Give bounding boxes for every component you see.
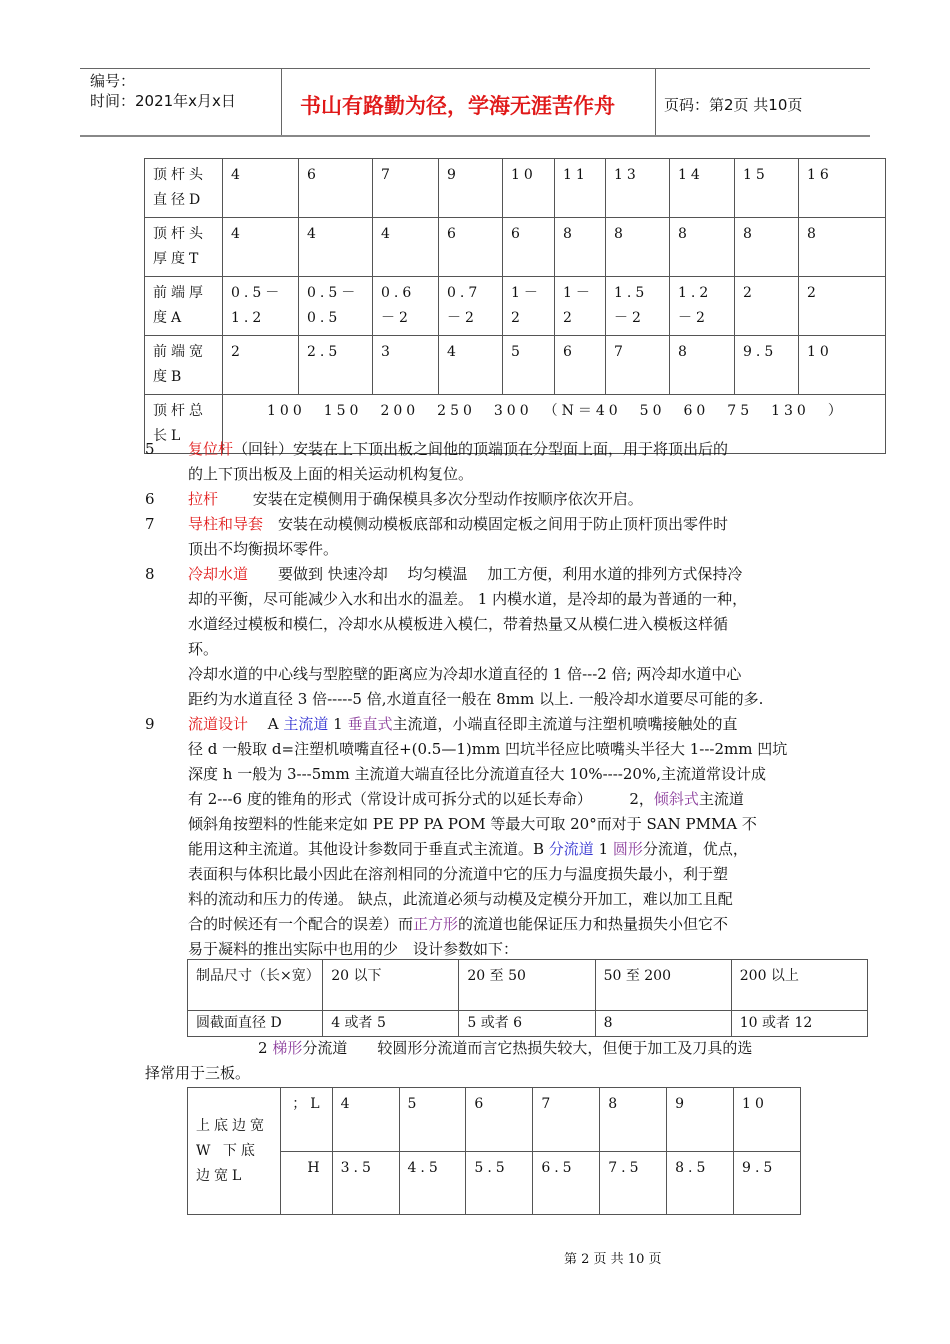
doc-time-label: 时间：2021年x月x日	[90, 92, 236, 110]
table-cell: 3	[373, 336, 439, 395]
table-cell: 2	[223, 336, 299, 395]
text-segment: 水道经过模板和模仁，冷却水从模板进入模仁，带着热量又从模仁进入模板这样循	[188, 615, 729, 633]
table-row	[145, 159, 886, 218]
table-cell: 8.5	[667, 1152, 734, 1215]
text-line	[258, 1036, 752, 1061]
row-label: 顶杆头直径D	[145, 159, 223, 218]
table-cell: 11	[555, 159, 606, 218]
table-cell: 15	[735, 159, 799, 218]
text-line	[188, 862, 728, 887]
term-highlight: 导柱和导套	[188, 515, 264, 533]
text-line	[188, 437, 728, 462]
table-cell: 6	[466, 1088, 533, 1152]
table-cell: 0.5－1.2	[223, 277, 299, 336]
text-line	[188, 787, 744, 812]
header-page-info: 页码：第2页 共10页	[664, 96, 803, 114]
table-row	[188, 1088, 801, 1152]
table-cell: 20 至 50	[459, 960, 595, 1011]
table-cell: 8	[670, 218, 735, 277]
text-segment: 距约为水道直径 3 倍-----5 倍,水道直径一般在 8mm 以上. 一般冷却水道要尽可能的多.	[188, 690, 764, 708]
term-highlight: 圆形	[612, 840, 643, 858]
text-line	[188, 487, 643, 512]
text-segment: 能用这种主流道。其他设计参数同于垂直式主流道。B	[188, 840, 549, 858]
text-segment: A	[248, 715, 284, 733]
item-number: 9	[145, 715, 155, 733]
term-highlight: 复位杆	[188, 440, 234, 458]
text-segment: 安装在动模侧动模板底部和动模固定板之间用于防止顶杆顶出零件时	[263, 515, 729, 533]
table-row	[145, 218, 886, 277]
header-top-rule	[80, 68, 870, 69]
table-cell: 1.2－2	[670, 277, 735, 336]
term-highlight: 主流道	[283, 715, 329, 733]
table-cell: 8	[595, 1011, 731, 1037]
text-segment: 冷却水道的中心线与型腔壁的距离应为冷却水道直径的 1 倍---2 倍; 两冷却水道中心	[188, 665, 742, 683]
table-cell: 7	[373, 159, 439, 218]
text-segment: 安装在定模侧用于确保模具多次分型动作按顺序依次开启。	[218, 490, 643, 508]
header-motto: 书山有路勤为径，学海无涯苦作舟	[300, 94, 615, 118]
text-segment: 易于凝料的推出实际中也用的少 设计参数如下：	[188, 940, 519, 958]
text-segment: 顶出不均衡损坏零件。	[188, 540, 339, 558]
table-cell: 2	[735, 277, 799, 336]
table-cell: 4	[223, 218, 299, 277]
term-highlight: 正方形	[413, 915, 459, 933]
text-segment: 却的平衡，尽可能减少入水和出水的温差。 1 内模水道，是冷却的最为普通的一种，	[188, 590, 748, 608]
header-divider	[655, 68, 656, 135]
table-row	[145, 336, 886, 395]
term-highlight: 冷却水道	[188, 565, 249, 583]
table-cell: 4.5	[399, 1152, 466, 1215]
text-segment: 深度 h 一般为 3---5mm 主流道大端直径比分流道直径大 10%----20%,主流道常设计成	[188, 765, 766, 783]
text-line	[188, 737, 787, 762]
text-line	[188, 762, 766, 787]
table-cell: 9.5	[735, 336, 799, 395]
table-cell: 6	[555, 336, 606, 395]
item-number: 8	[145, 565, 155, 583]
text-segment: 主流道，小端直径即主流道与注塑机喷嘴接触处的直	[392, 715, 738, 733]
table-cell: 4	[223, 159, 299, 218]
table-cell: 200 以上	[731, 960, 867, 1011]
table-cell: 5.5	[466, 1152, 533, 1215]
table-cell: 7	[606, 336, 670, 395]
text-segment: 要做到 快速冷却 均匀模温 加工方便，利用水道的排列方式保持冷	[248, 565, 743, 583]
item-number: 7	[145, 515, 155, 533]
table-cell: ；L	[280, 1088, 332, 1152]
table-row	[188, 1011, 868, 1037]
table-cell: 6	[299, 159, 373, 218]
table-cell: 10	[799, 336, 886, 395]
table-cell: 8	[600, 1088, 667, 1152]
term-highlight: 拉杆	[188, 490, 219, 508]
table-cell: 8	[670, 336, 735, 395]
header-divider	[281, 68, 282, 135]
text-line	[188, 837, 748, 862]
table-cell: 7.5	[600, 1152, 667, 1215]
row-label: 顶杆头厚度T	[145, 218, 223, 277]
row-label: 前端厚度A	[145, 277, 223, 336]
term-highlight: 流道设计	[188, 715, 249, 733]
table-cell: 14	[670, 159, 735, 218]
table-cell: H	[280, 1152, 332, 1215]
table-cell: 0.5－0.5	[299, 277, 373, 336]
doc-code-label: 编号：	[90, 72, 136, 90]
term-highlight: 垂直式	[347, 715, 393, 733]
text-segment: 径 d 一般取 d=注塑机喷嘴直径+(0.5—1)mm 凹坑半径应比喷嘴头半径大 1---2mm 凹坑	[188, 740, 788, 758]
text-segment: 的上下顶出板及上面的相关运动机构复位。	[188, 465, 474, 483]
text-line	[188, 662, 741, 687]
text-line	[188, 562, 742, 587]
text-line	[188, 612, 728, 637]
table-cell: 1－2	[555, 277, 606, 336]
text-segment: 1	[328, 715, 348, 733]
row-label: 上底边宽W 下底边宽L	[188, 1088, 281, 1215]
table-cell: 13	[606, 159, 670, 218]
page-footer: 第 2 页 共 10 页	[564, 1252, 662, 1267]
table-cell: 8	[606, 218, 670, 277]
table-cell: 5 或者 6	[459, 1011, 595, 1037]
text-segment: 2	[258, 1039, 273, 1057]
text-line	[145, 1061, 250, 1086]
table-cell: 6	[503, 218, 555, 277]
text-line	[188, 687, 763, 712]
text-segment: 环。	[188, 640, 219, 658]
table-cell: 9	[667, 1088, 734, 1152]
table-cell: 0.7－2	[439, 277, 503, 336]
text-line	[188, 637, 218, 662]
table-cell: 6.5	[533, 1152, 600, 1215]
table-cell: 3.5	[332, 1152, 399, 1215]
row-label: 顶杆总长L	[145, 395, 223, 454]
text-line	[188, 537, 338, 562]
ejector-pin-table	[144, 158, 886, 454]
text-line	[188, 912, 728, 937]
table-row	[188, 960, 868, 1011]
text-segment: 1	[593, 840, 613, 858]
table-cell: 4	[299, 218, 373, 277]
term-highlight: 梯形	[272, 1039, 303, 1057]
table-cell: 制品尺寸（长×宽）	[188, 960, 323, 1011]
table-cell: 20 以下	[323, 960, 459, 1011]
table-cell: 1－2	[503, 277, 555, 336]
runner-diameter-table	[187, 959, 868, 1037]
table-cell: 4	[332, 1088, 399, 1152]
table-row	[188, 1152, 801, 1215]
text-segment: 有 2---6 度的锥角的形式（常设计成可拆分式的以延长寿命） 2，	[188, 790, 654, 808]
text-segment: 的流道也能保证压力和热量损失小但它不	[458, 915, 729, 933]
table-cell: 16	[799, 159, 886, 218]
table-cell: 8	[555, 218, 606, 277]
text-segment: （回针）安装在上下顶出板之间他的顶端顶在分型面上面，用于将顶出后的	[233, 440, 729, 458]
table-cell: 4	[373, 218, 439, 277]
header-bottom-rule	[80, 135, 870, 137]
text-segment: 择常用于三板。	[145, 1064, 251, 1082]
table-cell: 10	[503, 159, 555, 218]
text-line	[188, 712, 738, 737]
trapezoid-runner-table	[187, 1087, 801, 1215]
table-cell: 100 150 200 250 300 （N＝40 50 60 75 130 ）	[223, 395, 886, 454]
term-highlight: 倾斜式	[653, 790, 699, 808]
text-line	[188, 812, 757, 837]
table-row	[145, 277, 886, 336]
table-cell: 8	[735, 218, 799, 277]
item-number: 5	[145, 440, 155, 458]
text-segment: 料的流动和压力的传递。 缺点，此流道必须与动模及定模分开加工，难以加工且配	[188, 890, 733, 908]
table-cell: 0.6－2	[373, 277, 439, 336]
table-cell: 2	[799, 277, 886, 336]
text-line	[188, 462, 473, 487]
table-cell: 50 至 200	[595, 960, 731, 1011]
table-cell: 9	[439, 159, 503, 218]
table-cell: 5	[399, 1088, 466, 1152]
table-cell: 1.5－2	[606, 277, 670, 336]
item-number: 6	[145, 490, 155, 508]
table-cell: 10 或者 12	[731, 1011, 867, 1037]
table-cell: 圆截面直径 D	[188, 1011, 323, 1037]
term-highlight: 分流道	[548, 840, 594, 858]
table-cell: 10	[734, 1088, 801, 1152]
table-cell: 4	[439, 336, 503, 395]
text-segment: 表面积与体积比最小因此在溶剂相同的分流道中它的压力与温度损失最小，利于塑	[188, 865, 729, 883]
text-segment: 分流道，优点，	[642, 840, 748, 858]
text-line	[188, 512, 728, 537]
row-label: 前端宽度B	[145, 336, 223, 395]
table-cell: 2.5	[299, 336, 373, 395]
table-cell: 4 或者 5	[323, 1011, 459, 1037]
text-line	[188, 887, 733, 912]
text-segment: 倾斜角按塑料的性能来定如 PE PP PA POM 等最大可取 20°而对于 SAN PMMA 不	[188, 815, 757, 833]
table-cell: 8	[799, 218, 886, 277]
text-line	[188, 587, 747, 612]
table-cell: 9.5	[734, 1152, 801, 1215]
table-cell: 6	[439, 218, 503, 277]
table-cell: 5	[503, 336, 555, 395]
text-segment: 主流道	[698, 790, 744, 808]
text-segment: 分流道 较圆形分流道而言它热损失较大，但便于加工及刀具的选	[302, 1039, 753, 1057]
text-segment: 合的时候还有一个配合的误差）而	[188, 915, 414, 933]
table-cell: 7	[533, 1088, 600, 1152]
